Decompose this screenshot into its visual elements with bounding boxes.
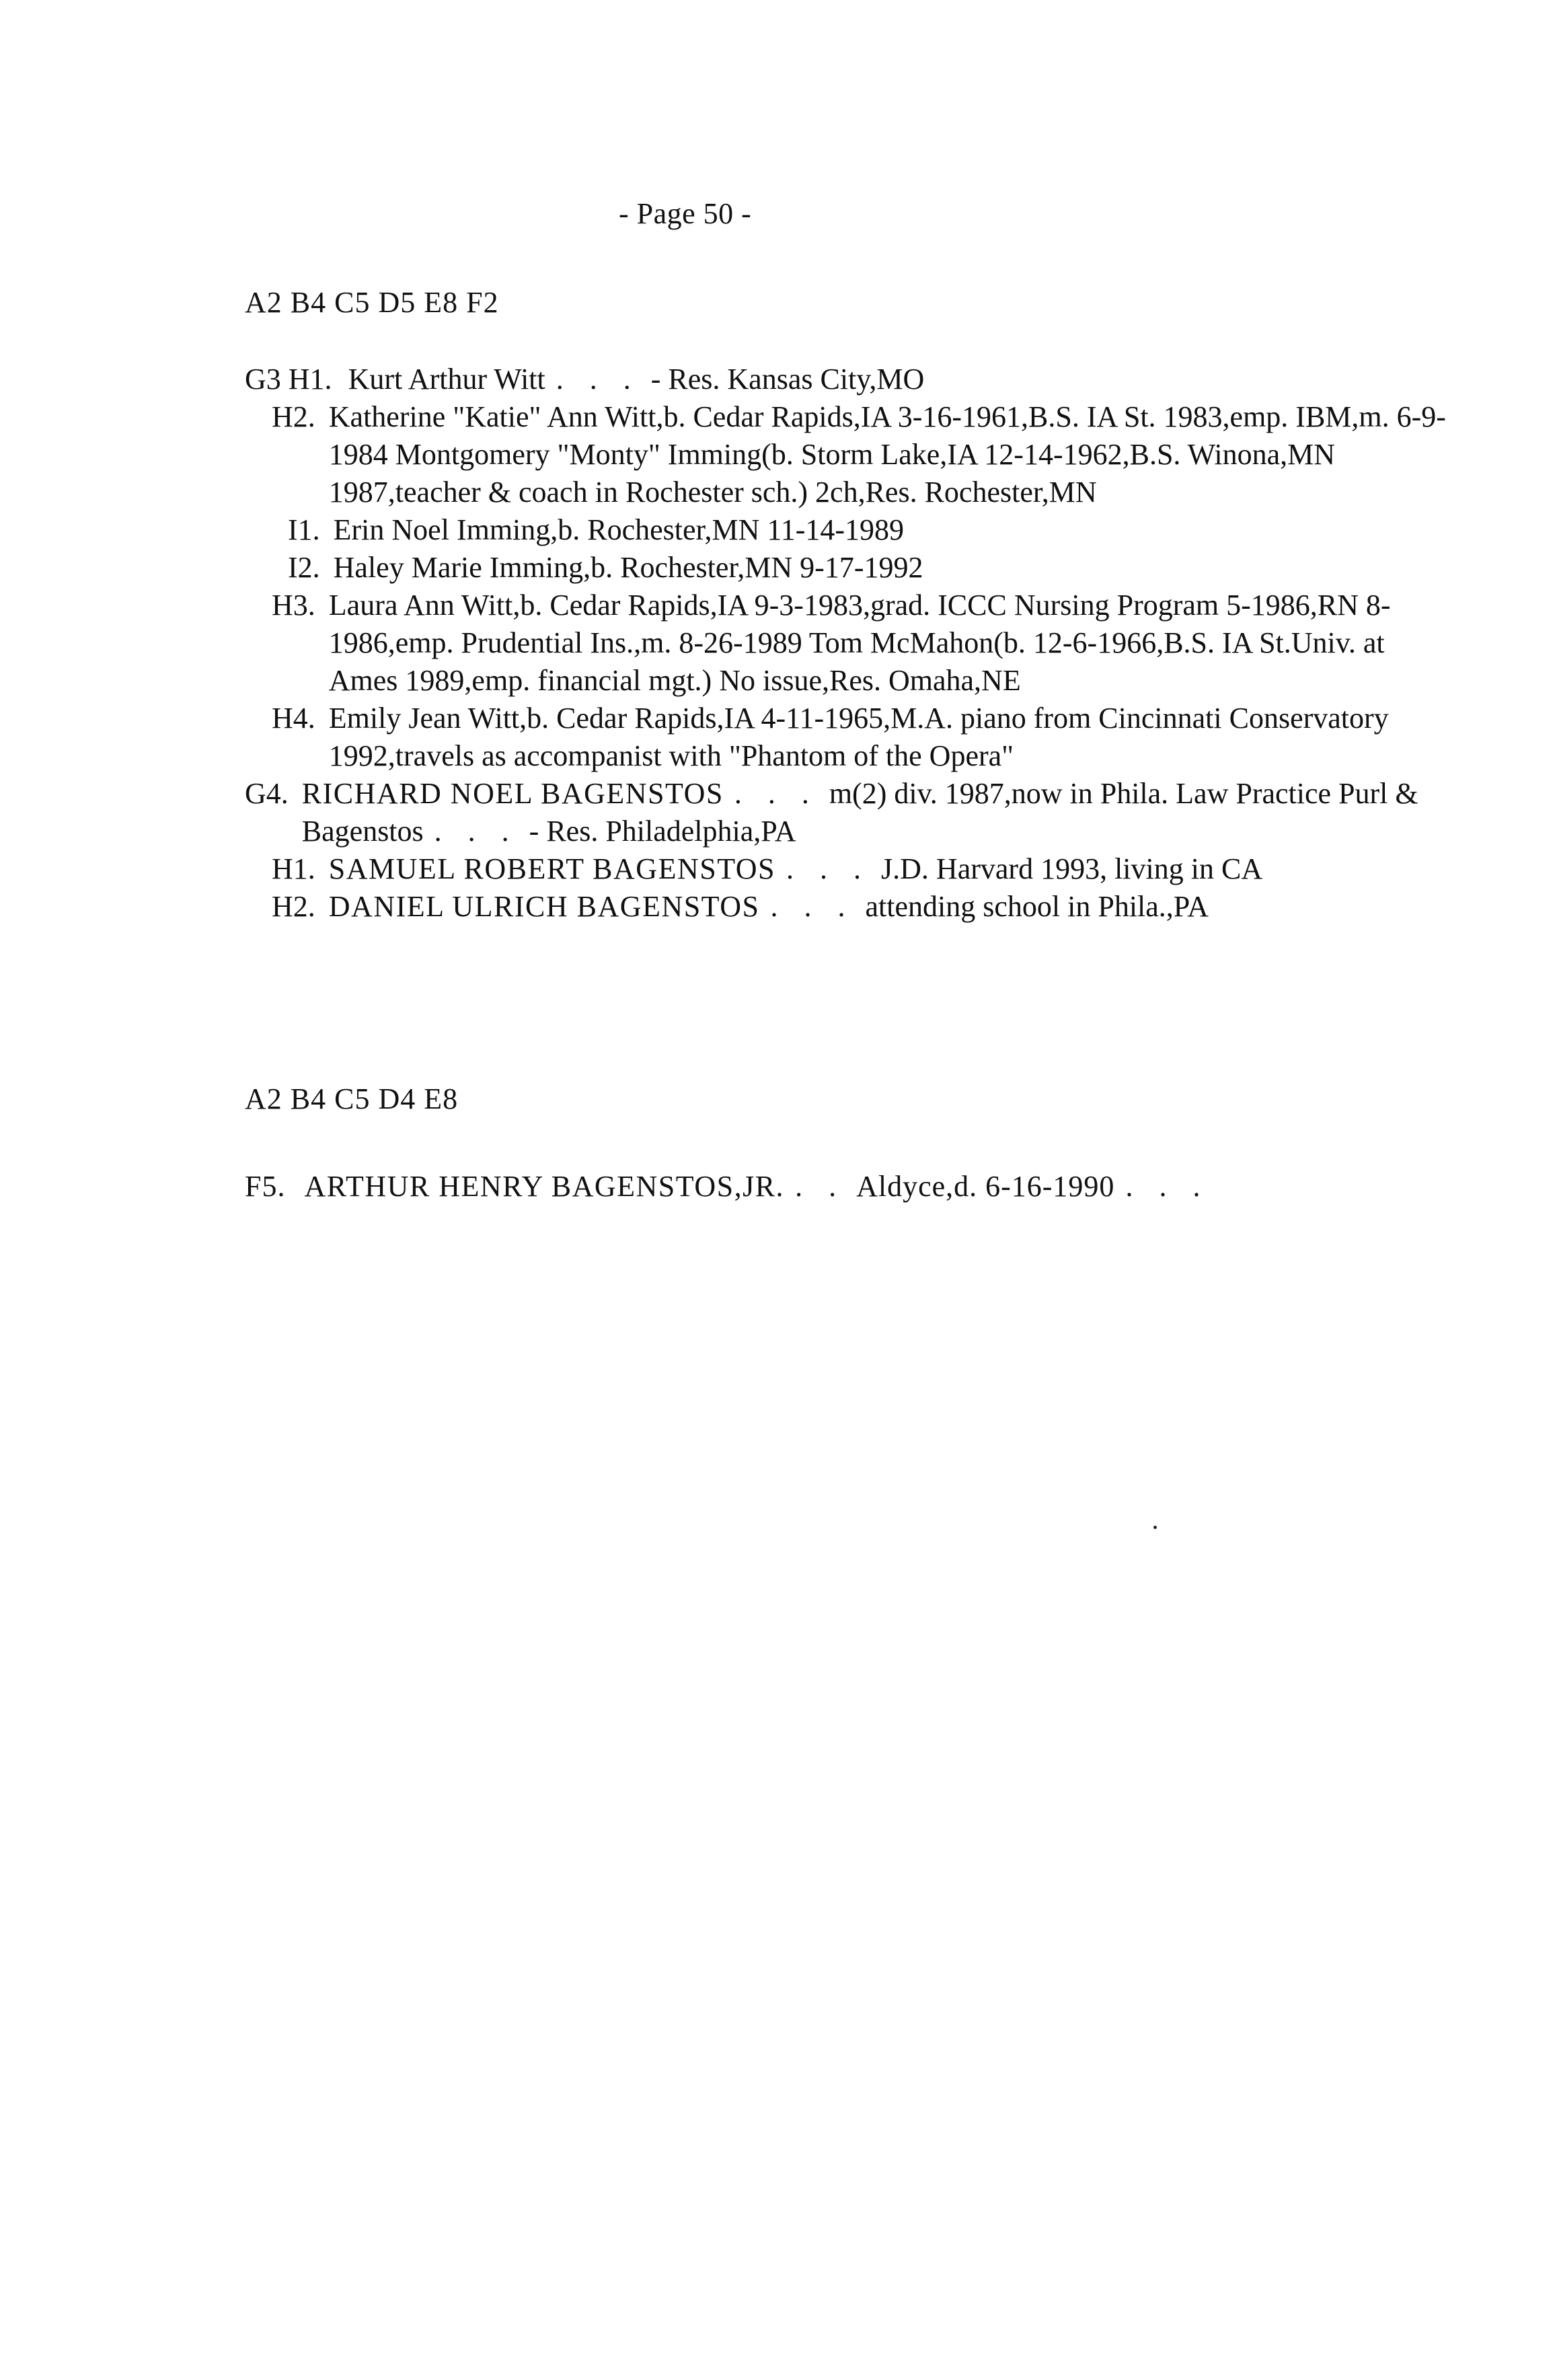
leader-dots: . . . [1125,1170,1210,1203]
entry-name: DANIEL ULRICH BAGENSTOS [328,890,760,923]
entry-h1 [245,850,1455,888]
entry-name: RICHARD NOEL BAGENSTOS [301,777,724,810]
entry-h4 [245,700,1455,775]
entry-details: attending school in Phila.,PA [865,890,1209,923]
scan-speck [1153,1526,1157,1529]
entry-text: Erin Noel Imming,b. Rochester,MN 11-14-1989 [333,513,905,546]
section-code: A2 B4 C5 D4 E8 [245,1082,459,1115]
entry-h2-daniel [245,888,1455,926]
entry-prefix: H3. [272,589,315,622]
entry-i1 [245,511,1455,549]
entry-text: Haley Marie Imming,b. Rochester,MN 9-17-1992 [333,551,923,584]
entry-prefix: H2. [272,890,315,923]
entry-prefix: G4. [245,777,289,810]
genealogy-entries [245,361,1455,926]
entry-i2 [245,549,1455,587]
entry-name: SAMUEL ROBERT BAGENSTOS [328,852,776,885]
entry-prefix: I2. [288,551,320,584]
entry-h3 [245,587,1455,700]
entry-name: Kurt Arthur Witt [348,363,545,396]
leader-dots: . . . [734,777,819,810]
entry-residence: - Res. Kansas City,MO [650,363,925,396]
entry-details: m(2) div. 1987,now in Phila. Law Practice Purl & Bagenstos [301,777,1418,848]
leader-dots: . . . [770,890,855,923]
leader-dots: . . [795,1170,846,1203]
entry-text: Katherine "Katie" Ann Witt,b. Cedar Rapids,IA 3-16-1961,B.S. IA St. 1983,emp. IBM,m. 6-9-1984 Montgomery "Monty" Imming(b. Storm Lake,IA 12-14-1962,B.S. Winona,MN 1987,teacher & coach in Rochester sch.) 2ch,Res. Rochester,MN [328,400,1446,509]
entry-details: Aldyce,d. 6-16-1990 [856,1170,1115,1203]
entry-h2 [245,398,1455,511]
entry-g4 [245,775,1455,850]
entry-text: Emily Jean Witt,b. Cedar Rapids,IA 4-11-1965,M.A. piano from Cincinnati Conservatory 1992,travels as accompanist with "Phantom of the Opera" [328,702,1389,772]
entry-residence: - Res. Philadelphia,PA [529,815,796,848]
entry-prefix: F5. [245,1170,286,1203]
entry-prefix: H1. [272,852,315,885]
entry-prefix: G3 H1. [245,363,332,396]
entry-prefix: H2. [272,400,315,433]
entry-prefix: I1. [288,513,320,546]
leader-dots: . . . [556,363,640,396]
entry-details: J.D. Harvard 1993, living in CA [881,852,1263,885]
leader-dots: . . . [434,815,519,848]
entry-text: Laura Ann Witt,b. Cedar Rapids,IA 9-3-1983,grad. ICCC Nursing Program 5-1986,RN 8-1986,emp. Prudential Ins.,m. 8-26-1989 Tom McMahon(b. 12-6-1966,B.S. IA St.Univ. at Ames 1989,emp. financial mgt.) No issue,Res. Omaha,NE [328,589,1391,697]
entry-g3-h1 [245,361,1455,398]
page-number-header: - Page 50 - [619,197,752,230]
entry-name: ARTHUR HENRY BAGENSTOS,JR. [304,1170,785,1203]
leader-dots: . . . [786,852,871,885]
entry-prefix: H4. [272,702,315,735]
entry-f5 [245,1169,1220,1203]
section-code: A2 B4 C5 D5 E8 F2 [245,286,499,319]
